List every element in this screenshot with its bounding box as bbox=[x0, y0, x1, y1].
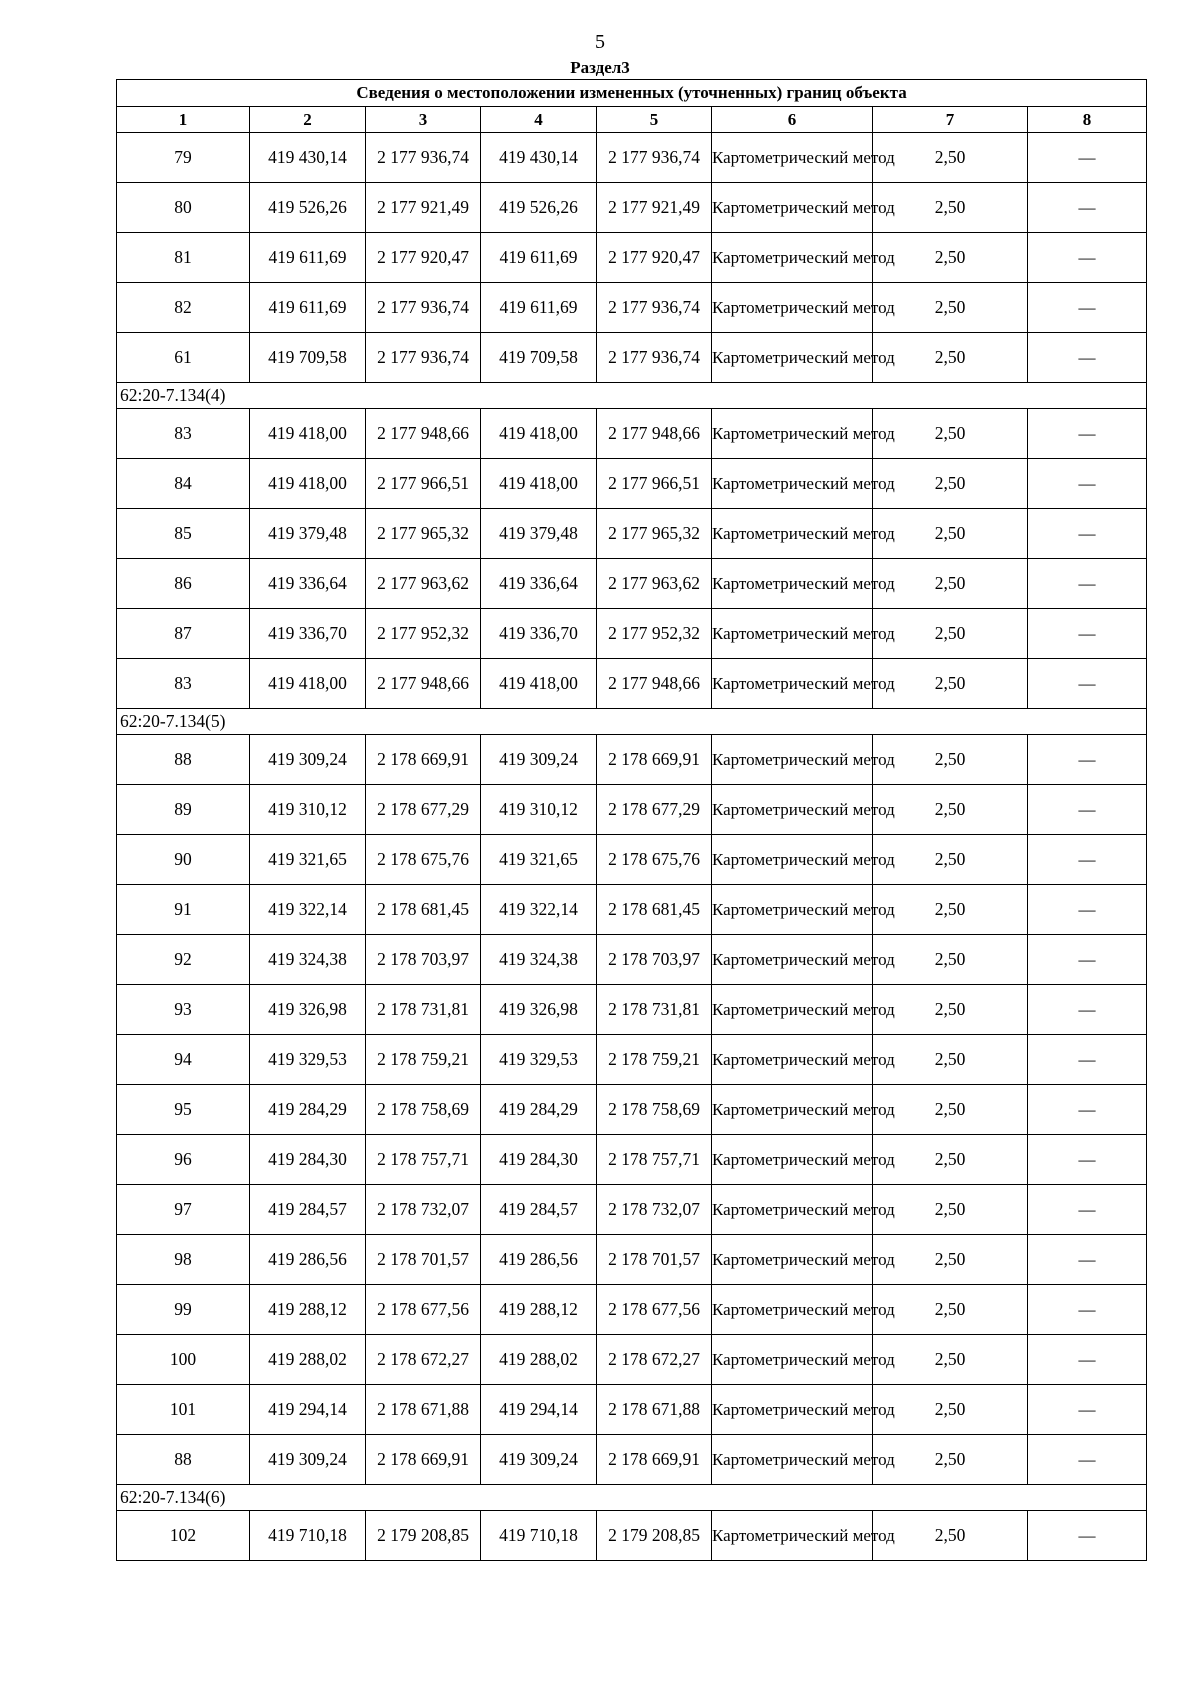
column-header-8: 8 bbox=[1028, 107, 1147, 133]
table-row bbox=[117, 509, 1147, 559]
method-cell: Картометрический метод bbox=[712, 1135, 873, 1185]
x-existing-cell: 419 336,64 bbox=[250, 559, 366, 609]
note-cell: — bbox=[1028, 1385, 1147, 1435]
note-cell: — bbox=[1028, 1435, 1147, 1485]
y-existing-cell: 2 178 669,91 bbox=[366, 1435, 481, 1485]
y-refined-cell: 2 177 921,49 bbox=[597, 183, 712, 233]
point-number-cell: 100 bbox=[117, 1335, 250, 1385]
accuracy-cell: 2,50 bbox=[873, 283, 1028, 333]
accuracy-cell: 2,50 bbox=[873, 1235, 1028, 1285]
note-cell: — bbox=[1028, 659, 1147, 709]
y-refined-cell: 2 177 965,32 bbox=[597, 509, 712, 559]
column-header-2: 2 bbox=[250, 107, 366, 133]
x-refined-cell: 419 336,70 bbox=[481, 609, 597, 659]
accuracy-cell: 2,50 bbox=[873, 183, 1028, 233]
accuracy-cell: 2,50 bbox=[873, 1135, 1028, 1185]
accuracy-cell: 2,50 bbox=[873, 835, 1028, 885]
method-cell: Картометрический метод bbox=[712, 559, 873, 609]
table-row bbox=[117, 409, 1147, 459]
method-cell: Картометрический метод bbox=[712, 283, 873, 333]
y-existing-cell: 2 178 757,71 bbox=[366, 1135, 481, 1185]
y-refined-cell: 2 177 963,62 bbox=[597, 559, 712, 609]
x-refined-cell: 419 430,14 bbox=[481, 133, 597, 183]
x-refined-cell: 419 418,00 bbox=[481, 459, 597, 509]
method-cell: Картометрический метод bbox=[712, 935, 873, 985]
note-cell: — bbox=[1028, 1335, 1147, 1385]
accuracy-cell: 2,50 bbox=[873, 1185, 1028, 1235]
accuracy-cell: 2,50 bbox=[873, 935, 1028, 985]
y-existing-cell: 2 177 920,47 bbox=[366, 233, 481, 283]
y-existing-cell: 2 177 966,51 bbox=[366, 459, 481, 509]
x-refined-cell: 419 379,48 bbox=[481, 509, 597, 559]
x-existing-cell: 419 284,57 bbox=[250, 1185, 366, 1235]
method-cell: Картометрический метод bbox=[712, 609, 873, 659]
table-row bbox=[117, 283, 1147, 333]
y-refined-cell: 2 177 966,51 bbox=[597, 459, 712, 509]
y-refined-cell: 2 178 703,97 bbox=[597, 935, 712, 985]
x-existing-cell: 419 286,56 bbox=[250, 1235, 366, 1285]
x-refined-cell: 419 336,64 bbox=[481, 559, 597, 609]
table-row bbox=[117, 985, 1147, 1035]
method-cell: Картометрический метод bbox=[712, 333, 873, 383]
x-existing-cell: 419 329,53 bbox=[250, 1035, 366, 1085]
accuracy-cell: 2,50 bbox=[873, 785, 1028, 835]
point-number-cell: 94 bbox=[117, 1035, 250, 1085]
table-row bbox=[117, 935, 1147, 985]
group-label-row bbox=[117, 383, 1147, 409]
point-number-cell: 85 bbox=[117, 509, 250, 559]
accuracy-cell: 2,50 bbox=[873, 659, 1028, 709]
note-cell: — bbox=[1028, 785, 1147, 835]
y-existing-cell: 2 177 948,66 bbox=[366, 659, 481, 709]
method-cell: Картометрический метод bbox=[712, 1235, 873, 1285]
x-existing-cell: 419 418,00 bbox=[250, 659, 366, 709]
point-number-cell: 82 bbox=[117, 283, 250, 333]
group-label-row bbox=[117, 709, 1147, 735]
x-refined-cell: 419 326,98 bbox=[481, 985, 597, 1035]
method-cell: Картометрический метод bbox=[712, 459, 873, 509]
point-number-cell: 90 bbox=[117, 835, 250, 885]
boundary-coordinates-table bbox=[116, 79, 1147, 1561]
y-refined-cell: 2 178 669,91 bbox=[597, 735, 712, 785]
column-header-row bbox=[117, 107, 1147, 133]
point-number-cell: 102 bbox=[117, 1511, 250, 1561]
group-label: 62:20-7.134(5) bbox=[117, 709, 1147, 735]
column-header-7: 7 bbox=[873, 107, 1028, 133]
x-refined-cell: 419 288,12 bbox=[481, 1285, 597, 1335]
point-number-cell: 101 bbox=[117, 1385, 250, 1435]
method-cell: Картометрический метод bbox=[712, 1285, 873, 1335]
table-row bbox=[117, 1335, 1147, 1385]
y-existing-cell: 2 178 732,07 bbox=[366, 1185, 481, 1235]
x-refined-cell: 419 329,53 bbox=[481, 1035, 597, 1085]
point-number-cell: 61 bbox=[117, 333, 250, 383]
x-refined-cell: 419 310,12 bbox=[481, 785, 597, 835]
note-cell: — bbox=[1028, 609, 1147, 659]
x-refined-cell: 419 324,38 bbox=[481, 935, 597, 985]
x-existing-cell: 419 710,18 bbox=[250, 1511, 366, 1561]
note-cell: — bbox=[1028, 885, 1147, 935]
y-refined-cell: 2 177 952,32 bbox=[597, 609, 712, 659]
group-label-row bbox=[117, 1485, 1147, 1511]
y-refined-cell: 2 178 732,07 bbox=[597, 1185, 712, 1235]
x-existing-cell: 419 526,26 bbox=[250, 183, 366, 233]
x-existing-cell: 419 284,29 bbox=[250, 1085, 366, 1135]
x-existing-cell: 419 309,24 bbox=[250, 735, 366, 785]
group-label: 62:20-7.134(4) bbox=[117, 383, 1147, 409]
point-number-cell: 92 bbox=[117, 935, 250, 985]
y-existing-cell: 2 177 963,62 bbox=[366, 559, 481, 609]
x-refined-cell: 419 284,29 bbox=[481, 1085, 597, 1135]
x-refined-cell: 419 309,24 bbox=[481, 735, 597, 785]
method-cell: Картометрический метод bbox=[712, 735, 873, 785]
table-row bbox=[117, 133, 1147, 183]
point-number-cell: 84 bbox=[117, 459, 250, 509]
x-refined-cell: 419 526,26 bbox=[481, 183, 597, 233]
accuracy-cell: 2,50 bbox=[873, 233, 1028, 283]
table-row bbox=[117, 609, 1147, 659]
y-refined-cell: 2 177 936,74 bbox=[597, 133, 712, 183]
method-cell: Картометрический метод bbox=[712, 885, 873, 935]
note-cell: — bbox=[1028, 1085, 1147, 1135]
table-row bbox=[117, 659, 1147, 709]
table-row bbox=[117, 1185, 1147, 1235]
note-cell: — bbox=[1028, 1035, 1147, 1085]
x-existing-cell: 419 430,14 bbox=[250, 133, 366, 183]
y-existing-cell: 2 177 965,32 bbox=[366, 509, 481, 559]
accuracy-cell: 2,50 bbox=[873, 1035, 1028, 1085]
y-existing-cell: 2 178 671,88 bbox=[366, 1385, 481, 1435]
y-refined-cell: 2 177 920,47 bbox=[597, 233, 712, 283]
table-row bbox=[117, 1435, 1147, 1485]
table-row bbox=[117, 1035, 1147, 1085]
accuracy-cell: 2,50 bbox=[873, 1511, 1028, 1561]
point-number-cell: 97 bbox=[117, 1185, 250, 1235]
x-refined-cell: 419 611,69 bbox=[481, 233, 597, 283]
method-cell: Картометрический метод bbox=[712, 183, 873, 233]
y-refined-cell: 2 177 948,66 bbox=[597, 409, 712, 459]
x-existing-cell: 419 379,48 bbox=[250, 509, 366, 559]
y-refined-cell: 2 178 731,81 bbox=[597, 985, 712, 1035]
point-number-cell: 83 bbox=[117, 659, 250, 709]
y-refined-cell: 2 178 758,69 bbox=[597, 1085, 712, 1135]
y-existing-cell: 2 179 208,85 bbox=[366, 1511, 481, 1561]
table-row bbox=[117, 1085, 1147, 1135]
table-row bbox=[117, 183, 1147, 233]
y-refined-cell: 2 177 936,74 bbox=[597, 333, 712, 383]
note-cell: — bbox=[1028, 1135, 1147, 1185]
method-cell: Картометрический метод bbox=[712, 233, 873, 283]
y-existing-cell: 2 178 677,29 bbox=[366, 785, 481, 835]
y-refined-cell: 2 178 671,88 bbox=[597, 1385, 712, 1435]
method-cell: Картометрический метод bbox=[712, 659, 873, 709]
x-refined-cell: 419 418,00 bbox=[481, 409, 597, 459]
note-cell: — bbox=[1028, 133, 1147, 183]
y-existing-cell: 2 178 677,56 bbox=[366, 1285, 481, 1335]
table-row bbox=[117, 1385, 1147, 1435]
note-cell: — bbox=[1028, 509, 1147, 559]
point-number-cell: 86 bbox=[117, 559, 250, 609]
table-row bbox=[117, 233, 1147, 283]
method-cell: Картометрический метод bbox=[712, 509, 873, 559]
x-existing-cell: 419 611,69 bbox=[250, 233, 366, 283]
accuracy-cell: 2,50 bbox=[873, 1435, 1028, 1485]
group-label: 62:20-7.134(6) bbox=[117, 1485, 1147, 1511]
table-row bbox=[117, 1511, 1147, 1561]
accuracy-cell: 2,50 bbox=[873, 333, 1028, 383]
accuracy-cell: 2,50 bbox=[873, 1385, 1028, 1435]
table-row bbox=[117, 1135, 1147, 1185]
method-cell: Картометрический метод bbox=[712, 1185, 873, 1235]
table-body bbox=[117, 133, 1147, 1561]
y-existing-cell: 2 177 936,74 bbox=[366, 133, 481, 183]
method-cell: Картометрический метод bbox=[712, 1435, 873, 1485]
y-refined-cell: 2 178 677,29 bbox=[597, 785, 712, 835]
note-cell: — bbox=[1028, 1235, 1147, 1285]
accuracy-cell: 2,50 bbox=[873, 459, 1028, 509]
x-existing-cell: 419 418,00 bbox=[250, 459, 366, 509]
accuracy-cell: 2,50 bbox=[873, 1285, 1028, 1335]
method-cell: Картометрический метод bbox=[712, 1035, 873, 1085]
y-existing-cell: 2 177 921,49 bbox=[366, 183, 481, 233]
point-number-cell: 88 bbox=[117, 1435, 250, 1485]
note-cell: — bbox=[1028, 985, 1147, 1035]
method-cell: Картометрический метод bbox=[712, 1335, 873, 1385]
y-existing-cell: 2 178 672,27 bbox=[366, 1335, 481, 1385]
y-existing-cell: 2 177 952,32 bbox=[366, 609, 481, 659]
x-existing-cell: 419 322,14 bbox=[250, 885, 366, 935]
x-existing-cell: 419 288,12 bbox=[250, 1285, 366, 1335]
y-existing-cell: 2 178 731,81 bbox=[366, 985, 481, 1035]
x-refined-cell: 419 284,30 bbox=[481, 1135, 597, 1185]
y-refined-cell: 2 178 675,76 bbox=[597, 835, 712, 885]
y-existing-cell: 2 178 675,76 bbox=[366, 835, 481, 885]
column-header-1: 1 bbox=[117, 107, 250, 133]
y-existing-cell: 2 178 703,97 bbox=[366, 935, 481, 985]
x-existing-cell: 419 284,30 bbox=[250, 1135, 366, 1185]
y-refined-cell: 2 178 681,45 bbox=[597, 885, 712, 935]
method-cell: Картометрический метод bbox=[712, 409, 873, 459]
table-row bbox=[117, 459, 1147, 509]
note-cell: — bbox=[1028, 835, 1147, 885]
note-cell: — bbox=[1028, 183, 1147, 233]
x-existing-cell: 419 336,70 bbox=[250, 609, 366, 659]
method-cell: Картометрический метод bbox=[712, 835, 873, 885]
x-existing-cell: 419 324,38 bbox=[250, 935, 366, 985]
table-row bbox=[117, 785, 1147, 835]
y-existing-cell: 2 177 936,74 bbox=[366, 283, 481, 333]
column-header-5: 5 bbox=[597, 107, 712, 133]
x-refined-cell: 419 321,65 bbox=[481, 835, 597, 885]
x-existing-cell: 419 326,98 bbox=[250, 985, 366, 1035]
x-refined-cell: 419 294,14 bbox=[481, 1385, 597, 1435]
y-refined-cell: 2 179 208,85 bbox=[597, 1511, 712, 1561]
point-number-cell: 81 bbox=[117, 233, 250, 283]
point-number-cell: 95 bbox=[117, 1085, 250, 1135]
method-cell: Картометрический метод bbox=[712, 133, 873, 183]
point-number-cell: 89 bbox=[117, 785, 250, 835]
point-number-cell: 93 bbox=[117, 985, 250, 1035]
y-refined-cell: 2 178 701,57 bbox=[597, 1235, 712, 1285]
y-existing-cell: 2 178 758,69 bbox=[366, 1085, 481, 1135]
x-existing-cell: 419 310,12 bbox=[250, 785, 366, 835]
column-header-4: 4 bbox=[481, 107, 597, 133]
accuracy-cell: 2,50 bbox=[873, 1335, 1028, 1385]
method-cell: Картометрический метод bbox=[712, 1085, 873, 1135]
point-number-cell: 91 bbox=[117, 885, 250, 935]
note-cell: — bbox=[1028, 935, 1147, 985]
column-header-3: 3 bbox=[366, 107, 481, 133]
y-existing-cell: 2 178 681,45 bbox=[366, 885, 481, 935]
note-cell: — bbox=[1028, 735, 1147, 785]
accuracy-cell: 2,50 bbox=[873, 609, 1028, 659]
y-existing-cell: 2 177 936,74 bbox=[366, 333, 481, 383]
point-number-cell: 83 bbox=[117, 409, 250, 459]
point-number-cell: 87 bbox=[117, 609, 250, 659]
x-refined-cell: 419 322,14 bbox=[481, 885, 597, 935]
point-number-cell: 96 bbox=[117, 1135, 250, 1185]
x-existing-cell: 419 288,02 bbox=[250, 1335, 366, 1385]
x-refined-cell: 419 709,58 bbox=[481, 333, 597, 383]
x-existing-cell: 419 418,00 bbox=[250, 409, 366, 459]
accuracy-cell: 2,50 bbox=[873, 985, 1028, 1035]
accuracy-cell: 2,50 bbox=[873, 1085, 1028, 1135]
y-refined-cell: 2 178 757,71 bbox=[597, 1135, 712, 1185]
note-cell: — bbox=[1028, 333, 1147, 383]
x-existing-cell: 419 294,14 bbox=[250, 1385, 366, 1435]
x-refined-cell: 419 418,00 bbox=[481, 659, 597, 709]
note-cell: — bbox=[1028, 409, 1147, 459]
y-refined-cell: 2 178 672,27 bbox=[597, 1335, 712, 1385]
x-existing-cell: 419 309,24 bbox=[250, 1435, 366, 1485]
x-refined-cell: 419 284,57 bbox=[481, 1185, 597, 1235]
y-refined-cell: 2 177 936,74 bbox=[597, 283, 712, 333]
point-number-cell: 80 bbox=[117, 183, 250, 233]
method-cell: Картометрический метод bbox=[712, 1511, 873, 1561]
x-refined-cell: 419 710,18 bbox=[481, 1511, 597, 1561]
x-refined-cell: 419 309,24 bbox=[481, 1435, 597, 1485]
table-row bbox=[117, 1235, 1147, 1285]
note-cell: — bbox=[1028, 1511, 1147, 1561]
x-existing-cell: 419 709,58 bbox=[250, 333, 366, 383]
note-cell: — bbox=[1028, 233, 1147, 283]
note-cell: — bbox=[1028, 559, 1147, 609]
note-cell: — bbox=[1028, 1285, 1147, 1335]
accuracy-cell: 2,50 bbox=[873, 559, 1028, 609]
table-row bbox=[117, 559, 1147, 609]
y-refined-cell: 2 178 677,56 bbox=[597, 1285, 712, 1335]
y-existing-cell: 2 178 669,91 bbox=[366, 735, 481, 785]
y-refined-cell: 2 177 948,66 bbox=[597, 659, 712, 709]
note-cell: — bbox=[1028, 1185, 1147, 1235]
method-cell: Картометрический метод bbox=[712, 785, 873, 835]
table-caption: Сведения о местоположении измененных (уточненных) границ объекта bbox=[117, 80, 1147, 107]
note-cell: — bbox=[1028, 459, 1147, 509]
point-number-cell: 99 bbox=[117, 1285, 250, 1335]
section-title: Раздел3 bbox=[570, 58, 630, 77]
table-row bbox=[117, 735, 1147, 785]
accuracy-cell: 2,50 bbox=[873, 735, 1028, 785]
accuracy-cell: 2,50 bbox=[873, 885, 1028, 935]
method-cell: Картометрический метод bbox=[712, 1385, 873, 1435]
method-cell: Картометрический метод bbox=[712, 985, 873, 1035]
y-existing-cell: 2 178 759,21 bbox=[366, 1035, 481, 1085]
x-existing-cell: 419 611,69 bbox=[250, 283, 366, 333]
table-row bbox=[117, 835, 1147, 885]
x-refined-cell: 419 611,69 bbox=[481, 283, 597, 333]
y-refined-cell: 2 178 669,91 bbox=[597, 1435, 712, 1485]
table-row bbox=[117, 885, 1147, 935]
accuracy-cell: 2,50 bbox=[873, 509, 1028, 559]
y-existing-cell: 2 178 701,57 bbox=[366, 1235, 481, 1285]
point-number-cell: 79 bbox=[117, 133, 250, 183]
x-refined-cell: 419 288,02 bbox=[481, 1335, 597, 1385]
point-number-cell: 98 bbox=[117, 1235, 250, 1285]
y-existing-cell: 2 177 948,66 bbox=[366, 409, 481, 459]
page-number: 5 bbox=[595, 31, 605, 53]
x-refined-cell: 419 286,56 bbox=[481, 1235, 597, 1285]
point-number-cell: 88 bbox=[117, 735, 250, 785]
table-row bbox=[117, 1285, 1147, 1335]
accuracy-cell: 2,50 bbox=[873, 133, 1028, 183]
note-cell: — bbox=[1028, 283, 1147, 333]
y-refined-cell: 2 178 759,21 bbox=[597, 1035, 712, 1085]
column-header-6: 6 bbox=[712, 107, 873, 133]
table-row bbox=[117, 333, 1147, 383]
accuracy-cell: 2,50 bbox=[873, 409, 1028, 459]
x-existing-cell: 419 321,65 bbox=[250, 835, 366, 885]
